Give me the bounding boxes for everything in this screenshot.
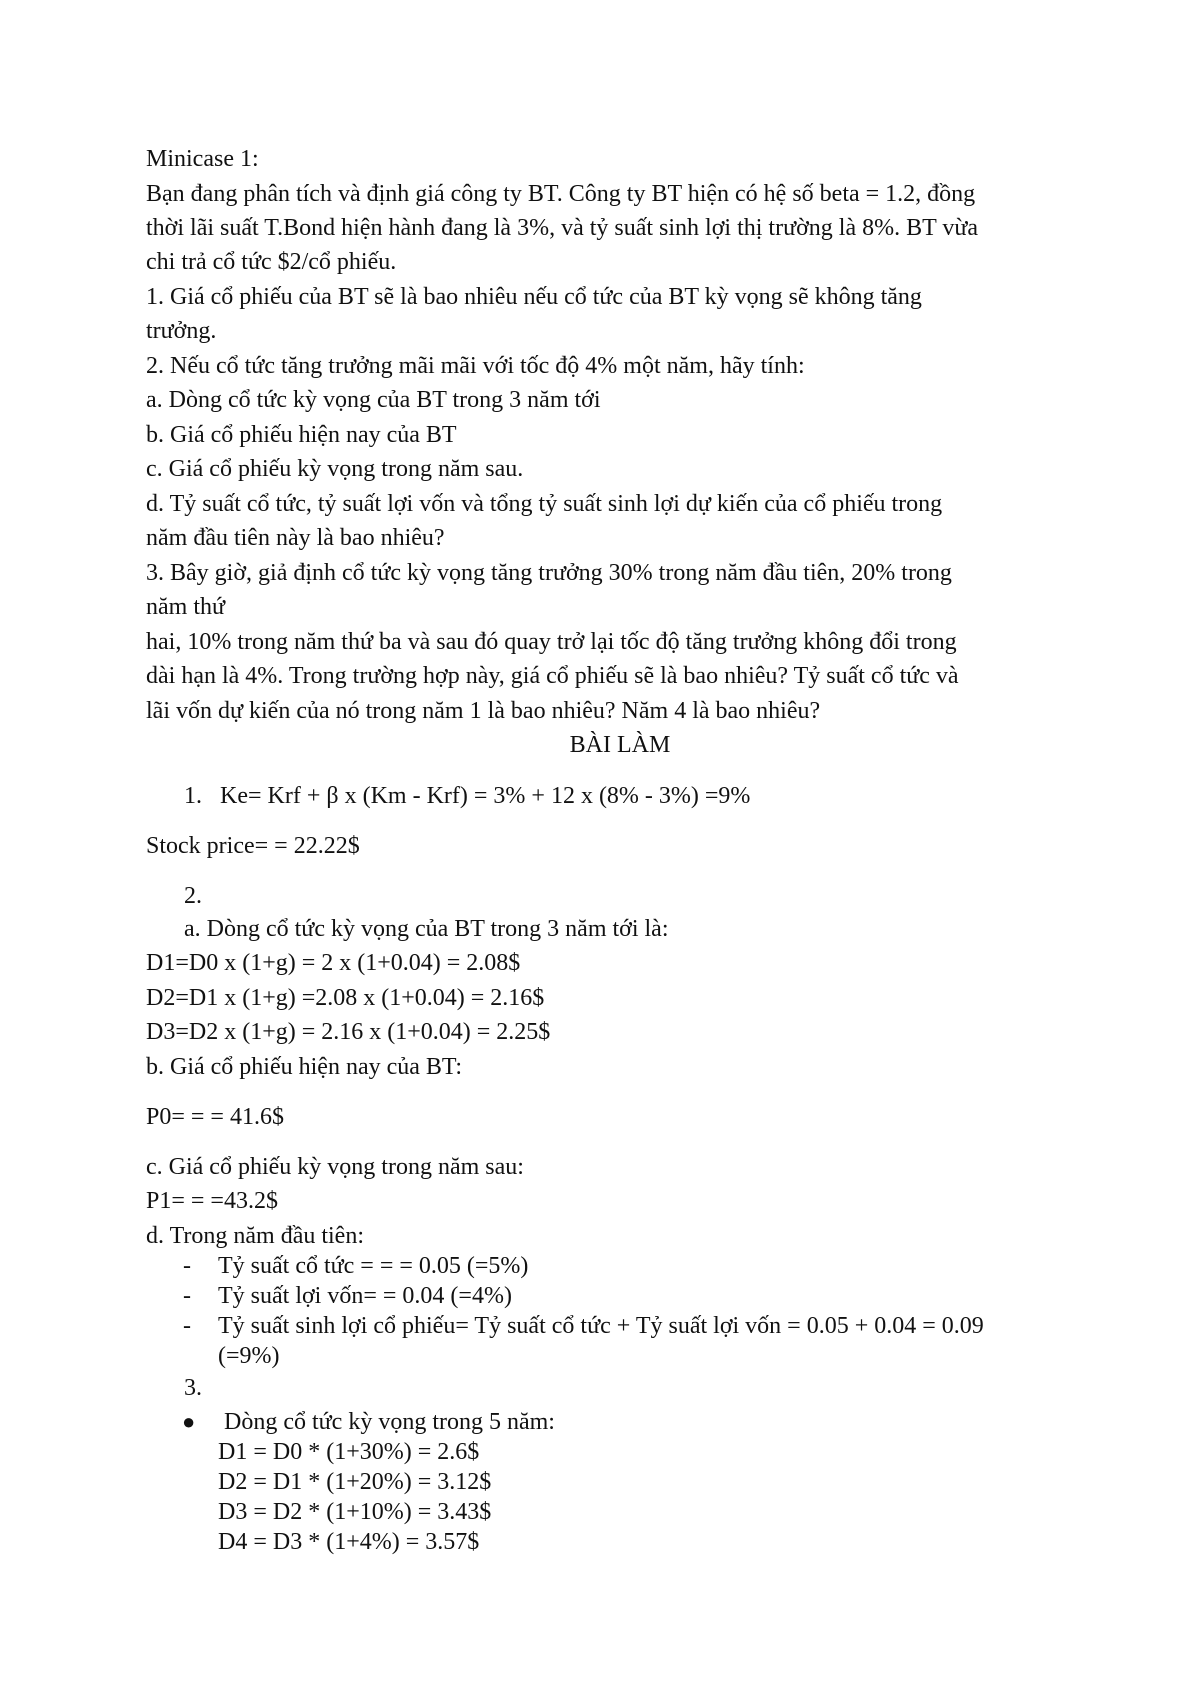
problem-line: a. Dòng cổ tức kỳ vọng của BT trong 3 năm tới: [146, 387, 601, 413]
q3-bullet-title: Dòng cổ tức kỳ vọng trong 5 năm:: [224, 1409, 555, 1435]
q2a-d3: D3=D2 x (1+g) = 2.16 x (1+0.04) = 2.25$: [146, 1019, 551, 1045]
q3-d1: D1 = D0 * (1+30%) = 2.6$: [218, 1439, 480, 1465]
bullet-icon: ●: [182, 1409, 196, 1434]
q2d-dividend-yield: Tỷ suất cổ tức = = = 0.05 (=5%): [218, 1253, 529, 1279]
q1-formula: Ke= Krf + β x (Km - Krf) = 3% + 12 x (8% - 3%) =9%: [220, 783, 751, 809]
q2a-d1: D1=D0 x (1+g) = 2 x (1+0.04) = 2.08$: [146, 950, 521, 976]
problem-line: chi trả cổ tức $2/cổ phiếu.: [146, 249, 397, 275]
problem-line: Bạn đang phân tích và định giá công ty BT. Công ty BT hiện có hệ số beta = 1.2, đồng: [146, 181, 976, 207]
q1-formula-line: [184, 781, 750, 811]
problem-line: năm thứ: [146, 594, 225, 620]
q3-d4: D4 = D3 * (1+4%) = 3.57$: [218, 1529, 480, 1555]
problem-line: c. Giá cổ phiếu kỳ vọng trong năm sau.: [146, 456, 524, 482]
problem-line: năm đầu tiên này là bao nhiêu?: [146, 525, 445, 551]
q1-number: 1.: [184, 783, 202, 809]
dash-marker: -: [183, 1253, 191, 1279]
q2a-title: a. Dòng cổ tức kỳ vọng của BT trong 3 năm tới là:: [184, 916, 669, 942]
q2b-title: b. Giá cổ phiếu hiện nay của BT:: [146, 1054, 463, 1080]
problem-line: hai, 10% trong năm thứ ba và sau đó quay trở lại tốc độ tăng trưởng không đổi trong: [146, 629, 957, 655]
q3-d2: D2 = D1 * (1+20%) = 3.12$: [218, 1469, 492, 1495]
q2d-total-return: Tỷ suất sinh lợi cổ phiếu= Tỷ suất cổ tức + Tỷ suất lợi vốn = 0.05 + 0.04 = 0.09: [218, 1313, 984, 1339]
problem-line: 2. Nếu cổ tức tăng trưởng mãi mãi với tốc độ 4% một năm, hãy tính:: [146, 353, 805, 379]
q2c-p1: P1= = =43.2$: [146, 1188, 278, 1214]
dash-marker: -: [183, 1313, 191, 1339]
problem-line: 3. Bây giờ, giả định cổ tức kỳ vọng tăng trưởng 30% trong năm đầu tiên, 20% trong: [146, 560, 952, 586]
problem-title: Minicase 1:: [146, 146, 259, 172]
q2d-total-return-percent: (=9%): [218, 1343, 280, 1369]
q1-stock-price: Stock price= = 22.22$: [146, 833, 360, 859]
q2b-p0: P0= = = 41.6$: [146, 1104, 284, 1130]
q2d-capital-gain: Tỷ suất lợi vốn= = 0.04 (=4%): [218, 1283, 512, 1309]
problem-line: 1. Giá cổ phiếu của BT sẽ là bao nhiêu nếu cổ tức của BT kỳ vọng sẽ không tăng: [146, 284, 922, 310]
dash-marker: -: [183, 1283, 191, 1309]
q2a-d2: D2=D1 x (1+g) =2.08 x (1+0.04) = 2.16$: [146, 985, 545, 1011]
q2c-title: c. Giá cổ phiếu kỳ vọng trong năm sau:: [146, 1154, 524, 1180]
problem-line: dài hạn là 4%. Trong trường hợp này, giá cổ phiếu sẽ là bao nhiêu? Tỷ suất cổ tức và: [146, 663, 959, 689]
problem-line: lãi vốn dự kiến của nó trong năm 1 là bao nhiêu? Năm 4 là bao nhiêu?: [146, 698, 821, 724]
q3-number: 3.: [184, 1375, 202, 1401]
solution-heading: BÀI LÀM: [569, 732, 671, 758]
q2d-title: d. Trong năm đầu tiên:: [146, 1223, 365, 1249]
problem-line: thời lãi suất T.Bond hiện hành đang là 3%, và tỷ suất sinh lợi thị trường là 8%. BT vừa: [146, 215, 978, 241]
problem-line: trưởng.: [146, 318, 217, 344]
problem-line: d. Tỷ suất cổ tức, tỷ suất lợi vốn và tổng tỷ suất sinh lợi dự kiến của cổ phiếu trong: [146, 491, 943, 517]
problem-line: b. Giá cổ phiếu hiện nay của BT: [146, 422, 457, 448]
q3-d3: D3 = D2 * (1+10%) = 3.43$: [218, 1499, 492, 1525]
q2-number: 2.: [184, 883, 202, 909]
